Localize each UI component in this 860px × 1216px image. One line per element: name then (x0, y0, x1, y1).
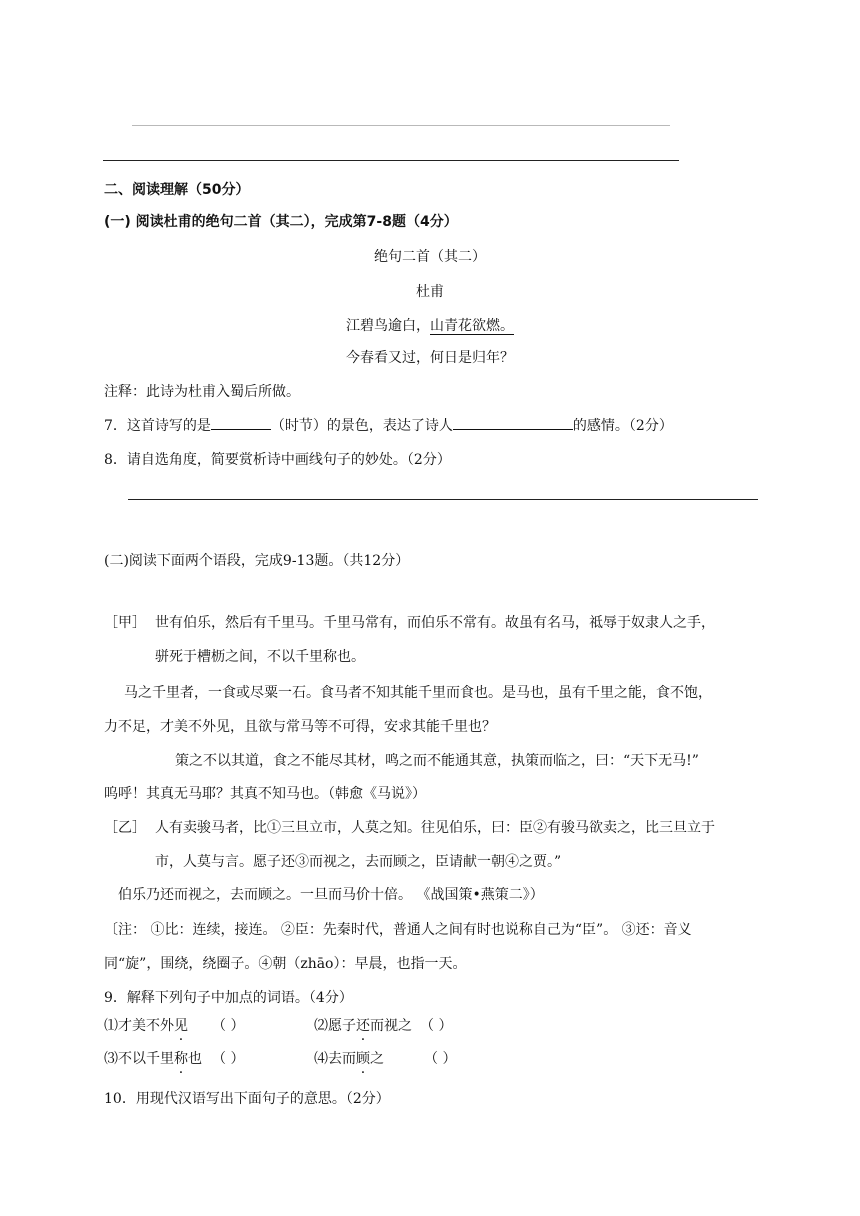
q9-item-2-dotted-word: 还 (356, 1018, 370, 1034)
poem-author: 杜甫 (416, 284, 444, 300)
poem-line-2: 今春看又过，何日是归年？ (346, 350, 514, 366)
jia-para-2a: 马之千里者，一食或尽粟一石。食马者不知其能千里而食也。是马也，虽有千里之能，食不饱， (124, 685, 712, 701)
yi-para-1a: 人有卖骏马者，比①三旦立市，人莫之知。往见伯乐，曰：臣②有骏马欲卖之，比三旦立于 (155, 820, 715, 836)
question-7 (104, 415, 673, 435)
answer-line-faint (132, 125, 670, 126)
q9-item-4-dotted-word: 顾 (356, 1051, 370, 1067)
answer-line (103, 160, 679, 161)
q7-text-b: （时节）的景色，表达了诗人 (270, 418, 453, 434)
q9-item-2 (314, 1015, 412, 1035)
q9-item-2-text: ⑵愿子 (314, 1018, 356, 1034)
section-title: 二、阅读理解（50分） (104, 182, 250, 198)
q9-item-3-post: 也 (188, 1051, 202, 1067)
q9-item-4 (314, 1048, 384, 1068)
question-9: 9．解释下列句子中加点的词语。（4分） (104, 990, 353, 1006)
yi-para-2: 伯乐乃还而视之，去而顾之。一旦而马价十倍。 《战国策•燕策二》） (118, 887, 544, 903)
q7-blank-season[interactable] (211, 415, 271, 430)
q9-item-2-post: 而视之 (370, 1018, 412, 1034)
jia-para-2b: 力不足，才美不外见，且欲与常马等不可得，安求其能千里也？ (104, 719, 496, 735)
q9-item-3 (104, 1048, 202, 1068)
jia-label: ［甲］ (104, 615, 146, 631)
part1-heading: (一) 阅读杜甫的绝句二首（其二），完成第7-8题（4分） (104, 214, 458, 230)
jia-para-1a: 世有伯乐，然后有千里马。千里马常有，而伯乐不常有。故虽有名马，祗辱于奴隶人之手， (155, 615, 715, 631)
question-8: 8．请自选角度，简要赏析诗中画线句子的妙处。（2分） (104, 452, 451, 468)
q9-item-1-text: ⑴才美不外 (104, 1018, 174, 1034)
q9-item-3-answer[interactable]: （ ） (212, 1051, 245, 1067)
part2-heading: (二)阅读下面两个语段，完成9-13题。（共12分） (104, 553, 410, 569)
jia-para-3a: 策之不以其道，食之不能尽其材，鸣之而不能通其意，执策而临之，曰：“天下无马!” (175, 753, 699, 769)
yi-label: ［乙］ (104, 820, 146, 836)
q9-item-4-text: ⑷去而 (314, 1051, 356, 1067)
poem-line-1 (0, 315, 860, 335)
annotation-notes-b: 同“旋”，围绕，绕圈子。④朝（zhāo）：早晨，也指一天。 (104, 956, 467, 972)
poem-note: 注释：此诗为杜甫入蜀后所做。 (104, 384, 300, 400)
jia-para-1b: 骈死于槽枥之间，不以千里称也。 (155, 649, 365, 665)
q7-blank-feeling[interactable] (453, 415, 573, 430)
q7-text-c: 的感情。（2分） (572, 418, 673, 434)
q9-item-2-answer[interactable]: （ ） (420, 1018, 453, 1034)
q7-text-a: 7．这首诗写的是 (104, 418, 211, 434)
question-10: 10．用现代汉语写出下面句子的意思。（2分） (104, 1091, 390, 1107)
annotation-notes-a: 〔注： ①比：连续，接连。 ②臣：先秦时代，普通人之间有时也说称自己为“臣”。 ③还：音义 (104, 922, 692, 938)
jia-para-3b: 呜呼！其真无马耶？其真不知马也。（韩愈《马说》） (104, 786, 426, 802)
yi-para-1b: 市，人莫与言。愿子还③而视之，去而顾之，臣请献一朝④之贾。” (155, 854, 562, 870)
q9-item-3-text: ⑶不以千里 (104, 1051, 174, 1067)
q9-item-3-dotted-word: 称 (174, 1051, 188, 1067)
q9-item-1-dotted-word: 见 (174, 1018, 188, 1034)
poem-title: 绝句二首（其二） (374, 249, 486, 265)
q9-item-4-post: 之 (370, 1051, 384, 1067)
q9-item-1 (104, 1015, 188, 1035)
q9-item-4-answer[interactable]: （ ） (424, 1051, 457, 1067)
q8-answer-line[interactable] (128, 499, 758, 500)
poem-line-1-plain: 江碧鸟逾白， (346, 318, 430, 334)
q9-item-1-answer[interactable]: （ ） (212, 1018, 245, 1034)
poem-line-1-underlined: 山青花欲燃。 (430, 318, 514, 334)
